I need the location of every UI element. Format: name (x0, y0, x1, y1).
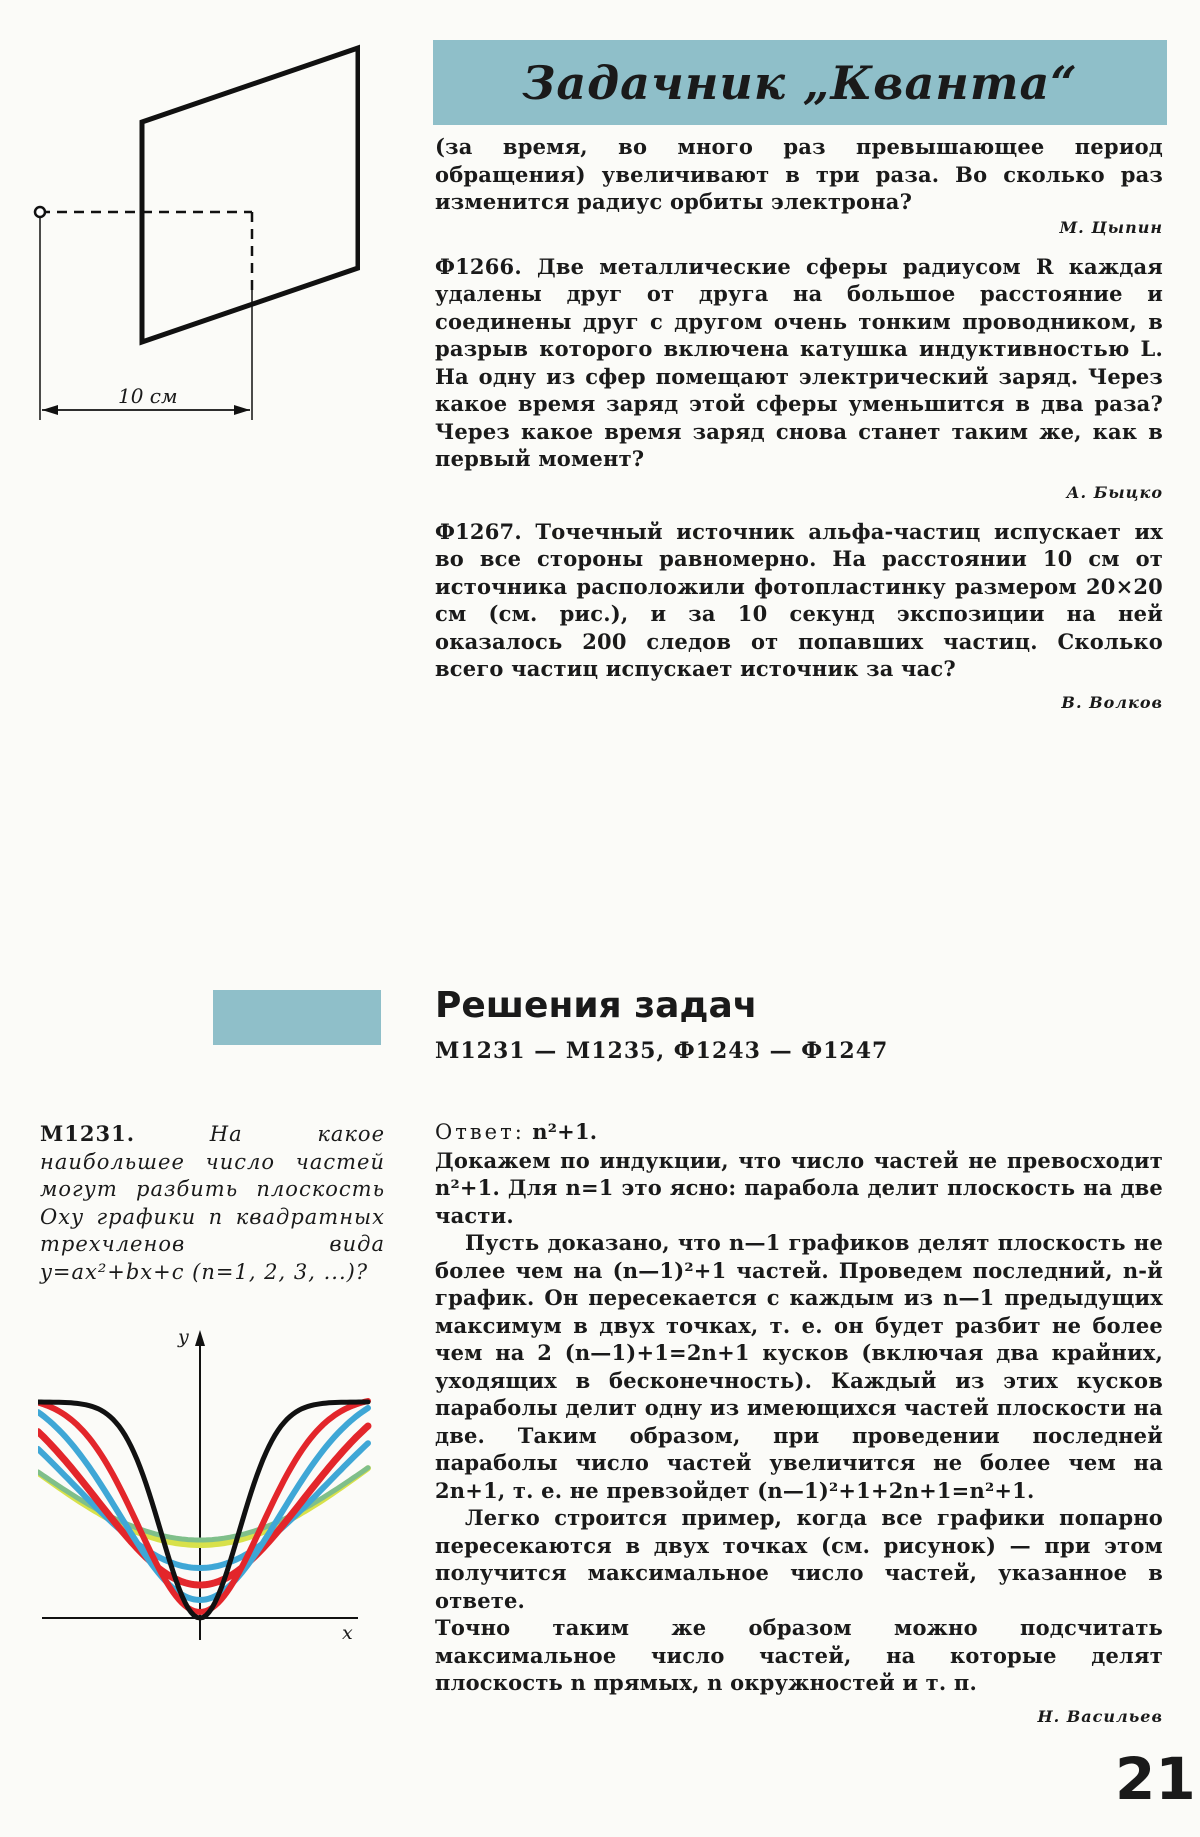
intro-author: М. Цыпин (1059, 217, 1163, 237)
solution-column (435, 1118, 1163, 1726)
solutions-banner (213, 990, 381, 1045)
problem-text: Точечный источник альфа-частиц испускает их во все стороны равномерно. На расстоянии 10 см от источника расположили фотопластинку размером 20×20 см (см. рис.), и за 10 секунд экспозиции на ней оказалось 200 следов от попавших частиц. Сколько всего частиц испускает источник за час? (435, 518, 1163, 681)
y-axis-arrow (195, 1330, 205, 1346)
solution-paragraph: Легко строится пример, когда все графики попарно пересекаются в двух точках (см. рисунок) — при этом получится максимальное число частей, указанное в ответе. (435, 1505, 1163, 1613)
m1231-question (40, 1120, 385, 1286)
answer-label: Ответ: (435, 1120, 525, 1144)
problem-f1267 (435, 518, 1163, 683)
point-source (35, 207, 45, 217)
page-number: 21 (1115, 1745, 1196, 1813)
dimension-arrow-left (42, 405, 58, 415)
problem-f1266 (435, 253, 1163, 473)
problem-text: Две металлические сферы радиусом R каждая удалены друг от друга на большое расстояние и соединены друг с другом очень тонким проводником, в разрыв которого включена катушка индуктивностью L. На одну из сфер помещают электрический заряд. Через какое время заряд этой сферы уменьшится в два раза? Через какое время заряд снова станет таким же, как в первый момент? (435, 253, 1163, 471)
problem-number: Ф1266. (435, 253, 522, 279)
question-text: На какое наибольшее число частей могут разбить плоскость Oxy графики n квадратных трехчленов вида y=ax²+bx+c (n=1, 2, 3, ...)? (40, 1122, 385, 1284)
x-axis-label: x (342, 1622, 353, 1644)
f1267-author: В. Волков (1061, 692, 1163, 712)
problem-number: М1231. (40, 1121, 136, 1146)
answer-line (435, 1118, 1163, 1147)
header-banner (433, 40, 1167, 125)
solutions-title: Решения задач (435, 985, 758, 1026)
y-axis-label: y (178, 1326, 189, 1348)
solution-paragraph: Точно таким же образом можно подсчитать максимальное число частей, на которые делят плоскость n прямых, n окружностей и т. п. (435, 1615, 1163, 1695)
figure-m1231 (38, 1330, 390, 1660)
banner-title: Задачник „Кванта“ (522, 55, 1078, 110)
figure-f1267 (20, 40, 360, 430)
dimension-label: 10 см (118, 384, 178, 408)
problem-number: Ф1267. (435, 518, 522, 544)
f1266-author: А. Быцко (1066, 482, 1163, 502)
photoplate (142, 48, 358, 342)
solution-author: Н. Васильев (1037, 1706, 1163, 1726)
answer-value: n²+1. (524, 1119, 598, 1144)
solution-paragraph: Докажем по индукции, что число частей не превосходит n²+1. Для n=1 это ясно: парабола делит плоскость на две части. (435, 1147, 1163, 1228)
intro-text: (за время, во много раз превышающее период обращения) увеличивают в три раза. Во сколько раз изменится радиус орбиты электрона? (435, 134, 1163, 214)
solution-paragraph: Пусть доказано, что n—1 графиков делят плоскость не более чем на (n—1)²+1 частей. Проведем последний, n-й график. Он пересекается с каждым из n—1 предыдущих максимум в двух точках, т. е. он будет разбит не более чем на 2 (n—1)+1=2n+1 кусков (включая два крайних, уходящих в бесконечность). Каждый из этих кусков параболы делит одну из имеющихся частей плоскости на две. Таким образом, при проведении последней параболы число частей увеличится не более чем на 2n+1, т. е. не превзойдет (n—1)²+1+2n+1=n²+1. (435, 1230, 1163, 1503)
solutions-subtitle: М1231 — М1235, Ф1243 — Ф1247 (435, 1038, 889, 1064)
problems-column (435, 133, 1163, 712)
dimension-arrow-right (234, 405, 250, 415)
